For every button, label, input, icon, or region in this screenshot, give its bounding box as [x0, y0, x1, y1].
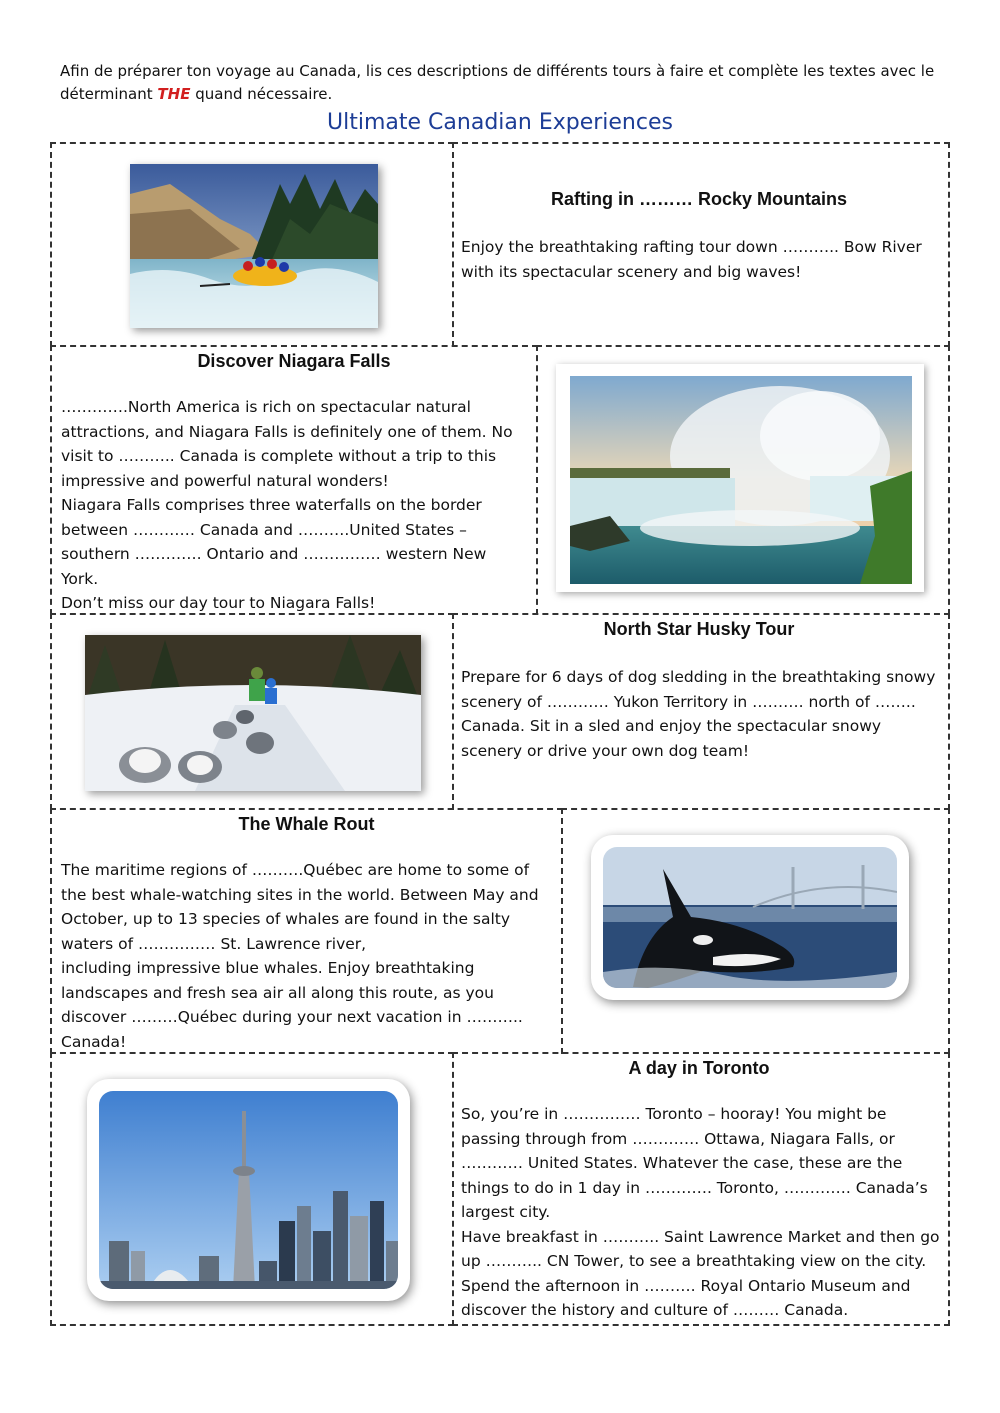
niagara-paragraph: Don’t miss our day tour to Niagara Falls!	[61, 594, 376, 612]
rafting-photo	[130, 164, 378, 328]
rafting-text: Enjoy the breathtaking rafting tour down ……….. Bow River with its spectacular scenery and big waves!	[461, 238, 922, 281]
whale-photo-frame	[591, 835, 909, 1000]
toronto-text	[461, 1102, 941, 1323]
husky-text: Prepare for 6 days of dog sledding in the breathtaking snowy scenery of ………… Yukon Territory in ………. north of …….. Canada. Sit in a sled and enjoy the spectacular snowy scenery or drive your own dog team!	[461, 668, 936, 760]
whale-heading: The Whale Rout	[238, 814, 375, 834]
toronto-paragraph: So, you’re in …………… Toronto – hooray! You might be passing through from …………. Ottawa, Niagara Falls, or ………… United States. Whatever the case, these are the things to do in 1 day in …………. Toronto, …………. Canada’s largest city.	[461, 1105, 928, 1221]
husky-photo	[85, 635, 421, 791]
niagara-text-cell	[50, 345, 538, 615]
whale-photo	[603, 847, 897, 988]
instructions	[60, 60, 940, 106]
whale-text	[61, 858, 551, 1054]
niagara-paragraph: Niagara Falls comprises three waterfalls on the border between ………… Canada and ……….United States – southern …………. Ontario and …………… western New York.	[61, 496, 487, 588]
niagara-paragraph: ………….North America is rich on spectacular natural attractions, and Niagara Falls is definitely one of them. No visit to ……….. Canada is complete without a trip to this impressive and powerful natural wonders!	[61, 398, 513, 490]
instructions-text: Afin de préparer ton voyage au Canada, lis ces descriptions de différents tours à faire et complète les textes avec le déterminant	[60, 62, 935, 103]
toronto-paragraph: Have breakfast in ……….. Saint Lawrence Market and then go up ……….. CN Tower, to see a breathtaking view on the city. Spend the afternoon in ………. Royal Ontario Museum and discover the history and culture of ……… Canada.	[461, 1227, 940, 1319]
husky-text-cell	[452, 613, 950, 810]
husky-heading: North Star Husky Tour	[603, 619, 795, 639]
toronto-text-cell	[452, 1052, 950, 1326]
page-title: Ultimate Canadian Experiences	[327, 110, 673, 135]
niagara-heading: Discover Niagara Falls	[197, 351, 391, 371]
instructions-emphasis: THE	[157, 85, 191, 103]
whale-image-cell	[561, 808, 950, 1054]
toronto-photo	[99, 1091, 398, 1289]
whale-text-cell	[50, 808, 563, 1054]
instructions-text-end: quand nécessaire.	[190, 85, 333, 103]
niagara-photo	[570, 376, 912, 584]
whale-paragraph: The maritime regions of ……….Québec are home to some of the best whale-watching sites in the world. Between May and October, up to 13 species of whales are found in the salty waters of …………… St. Lawrence river,	[61, 861, 539, 953]
toronto-image-cell	[50, 1052, 454, 1326]
toronto-heading: A day in Toronto	[628, 1058, 770, 1078]
toronto-photo-frame	[87, 1079, 410, 1301]
rafting-text-cell	[452, 142, 950, 347]
husky-image-cell	[50, 613, 454, 810]
whale-paragraph: including impressive blue whales. Enjoy breathtaking landscapes and fresh sea air all along this route, as you discover ………Québec during your next vacation in ……….. Canada!	[61, 959, 523, 1051]
niagara-photo-frame	[556, 364, 924, 592]
rafting-heading: Rafting in ……… Rocky Mountains	[550, 189, 847, 209]
rafting-image-cell	[50, 142, 454, 347]
niagara-image-cell	[536, 345, 950, 615]
niagara-text	[61, 395, 526, 616]
